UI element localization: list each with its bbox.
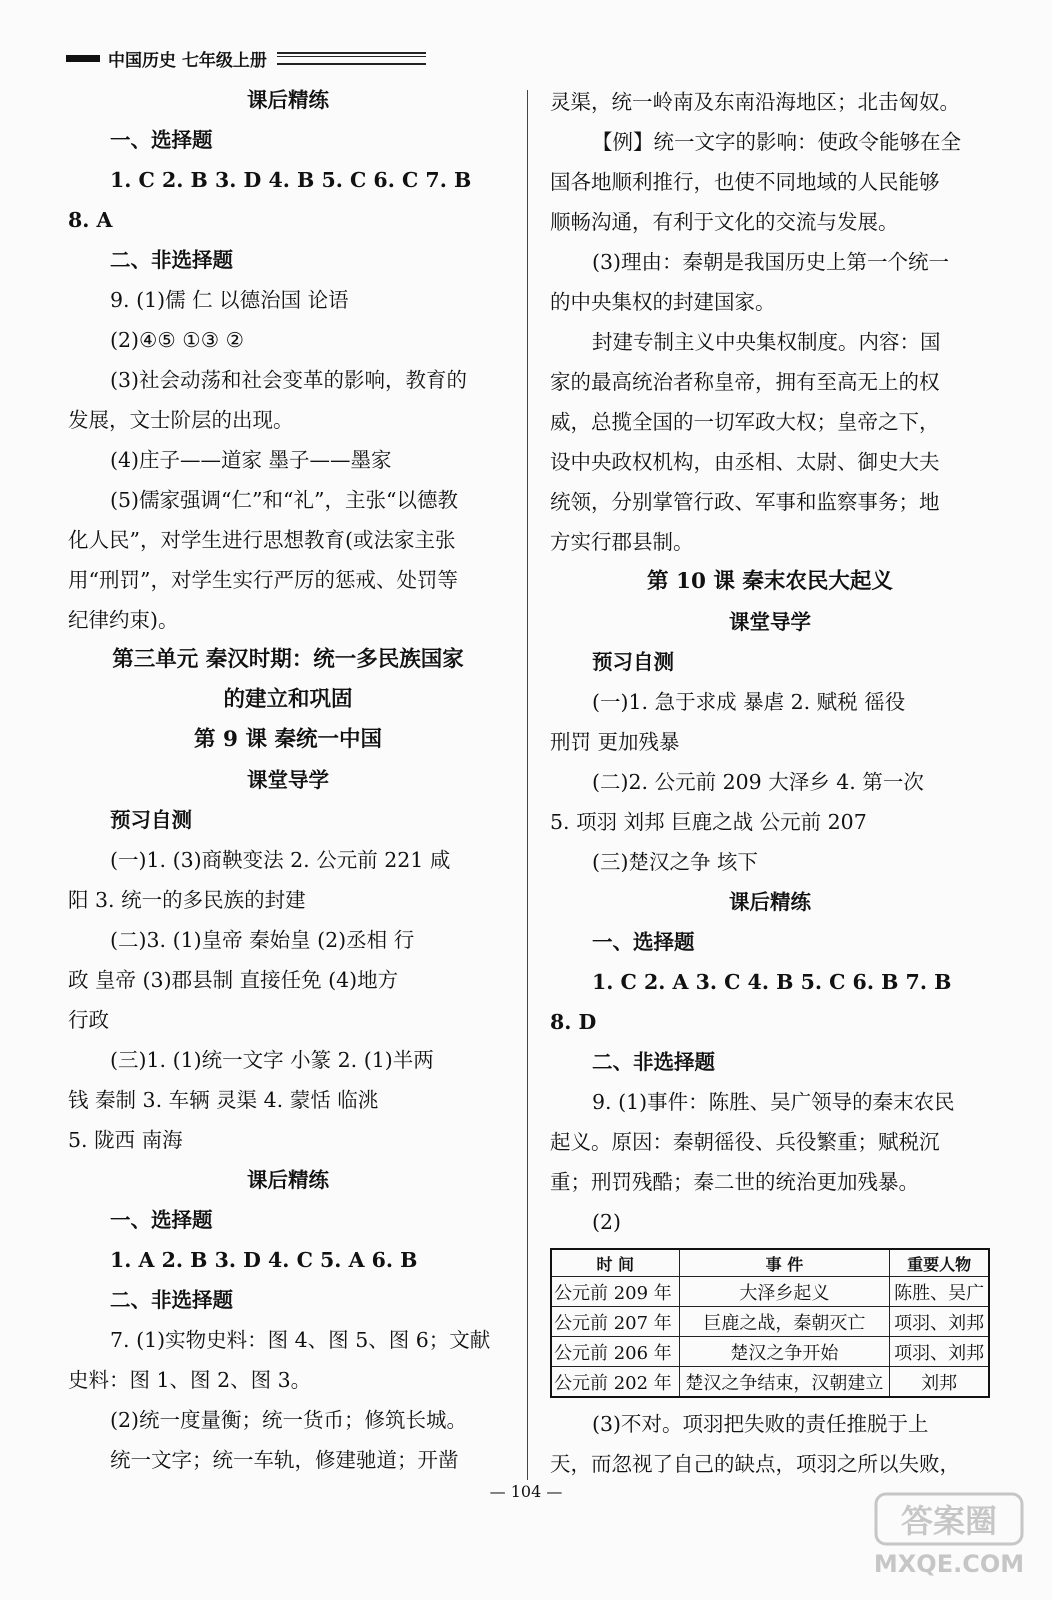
left-line: 7. (1)实物史料：图 4、图 5、图 6；文献 <box>110 1328 491 1352</box>
right_after-line: (3)不对。项羽把失败的责任推脱于上 <box>592 1412 929 1436</box>
left-line: 纪律约束)。 <box>68 608 179 632</box>
left-line: 8. A <box>68 208 113 232</box>
table-cell: 公元前 207 年 <box>551 1307 679 1337</box>
right-line: 家的最高统治者称皇帝，拥有至高无上的权 <box>550 370 940 394</box>
right-line: 一、选择题 <box>592 930 695 954</box>
left-column <box>68 80 508 1480</box>
header-rule <box>277 52 426 65</box>
right-line: 设中央政权机构，由丞相、太尉、御史大夫 <box>550 450 940 474</box>
header-bar <box>66 55 100 62</box>
right-line: 起义。原因：秦朝徭役、兵役繁重；赋税沉 <box>550 1130 940 1154</box>
left-line: 阳 3. 统一的多民族的封建 <box>68 888 306 912</box>
right-line: 课堂导学 <box>729 610 811 634</box>
right-line: (三)楚汉之争 垓下 <box>592 850 759 874</box>
right-line: 重；刑罚残酷；秦二世的统治更加残暴。 <box>550 1170 919 1194</box>
right-column <box>550 82 990 1484</box>
left-line: 课后精练 <box>247 88 329 112</box>
right-line: 国各地顺利推行，也使不同地域的人民能够 <box>550 170 940 194</box>
left-line: (三)1. (1)统一文字 小篆 2. (1)半两 <box>110 1048 434 1072</box>
right-line: 1. C 2. A 3. C 4. B 5. C 6. B 7. B <box>592 970 952 994</box>
left-line: (2)④⑤ ①③ ② <box>110 328 244 352</box>
right-line: 统领，分别掌管行政、军事和监察事务；地 <box>550 490 940 514</box>
watermark-text: 答案圈 <box>900 1502 998 1540</box>
table-cell: 项羽、刘邦 <box>890 1337 989 1367</box>
table-cell: 公元前 202 年 <box>551 1367 679 1398</box>
right-line: 的中央集权的封建国家。 <box>550 290 776 314</box>
right-line: 威，总揽全国的一切军政大权；皇帝之下， <box>550 410 940 434</box>
left-line: 第 9 课 秦统一中国 <box>194 727 382 752</box>
right-column-after-table <box>550 1404 990 1484</box>
right-line: (一)1. 急于求成 暴虐 2. 赋税 徭役 <box>592 690 906 714</box>
left-line: 行政 <box>68 1008 109 1032</box>
table-cell: 公元前 209 年 <box>551 1277 679 1307</box>
table-header-row <box>551 1249 989 1277</box>
left-line: 化人民”，对学生进行思想教育(或法家主张 <box>68 528 456 552</box>
left-line: 第三单元 秦汉时期：统一多民族国家 <box>112 647 464 672</box>
right-line: 8. D <box>550 1010 597 1034</box>
right-line: 课后精练 <box>729 890 811 914</box>
page-number: — 104 — <box>489 1482 563 1501</box>
table-cell: 项羽、刘邦 <box>890 1307 989 1337</box>
left-line: 统一文字；统一车轨，修建驰道；开凿 <box>110 1448 459 1472</box>
left-line: 史料：图 1、图 2、图 3。 <box>68 1368 312 1392</box>
right-line: 二、非选择题 <box>592 1050 715 1074</box>
page-header <box>66 44 426 72</box>
left-line: 1. C 2. B 3. D 4. B 5. C 6. C 7. B <box>110 168 472 192</box>
right-line: 顺畅沟通，有利于文化的交流与发展。 <box>550 210 899 234</box>
table-cell: 楚汉之争结束，汉朝建立 <box>679 1367 890 1398</box>
left-line: (5)儒家强调“仁”和“礼”，主张“以德教 <box>110 488 458 512</box>
table-cell: 大泽乡起义 <box>679 1277 890 1307</box>
watermark-logo <box>874 1490 1024 1580</box>
left-line: 用“刑罚”，对学生实行严厉的惩戒、处罚等 <box>68 568 458 592</box>
left-line: 钱 秦制 3. 车辆 灵渠 4. 蒙恬 临洮 <box>68 1088 379 1112</box>
left-line: (二)3. (1)皇帝 秦始皇 (2)丞相 行 <box>110 928 415 952</box>
table-row <box>551 1277 989 1307</box>
left-line: (2)统一度量衡；统一货币；修筑长城。 <box>110 1408 468 1432</box>
right-line: 【例】统一文字的影响：使政令能够在全 <box>592 130 961 154</box>
left-line: (3)社会动荡和社会变革的影响，教育的 <box>110 368 468 392</box>
right-line: 9. (1)事件：陈胜、吴广领导的秦末农民 <box>592 1090 955 1114</box>
column-divider <box>527 90 528 1480</box>
events-table <box>550 1248 990 1398</box>
left-line: (一)1. (3)商鞅变法 2. 公元前 221 咸 <box>110 848 451 872</box>
left-line: (4)庄子——道家 墨子——墨家 <box>110 448 392 472</box>
right-line: 预习自测 <box>592 650 674 674</box>
right_after-line: 天，而忽视了自己的缺点，项羽之所以失败， <box>550 1452 960 1476</box>
watermark-url: MXQE.COM <box>874 1550 1024 1578</box>
header-title: 中国历史 七年级上册 <box>108 50 267 71</box>
table-cell: 巨鹿之战，秦朝灭亡 <box>679 1307 890 1337</box>
left-line: 9. (1)儒 仁 以德治国 论语 <box>110 288 349 312</box>
table-row <box>551 1337 989 1367</box>
left-line: 二、非选择题 <box>110 1288 233 1312</box>
table-row <box>551 1367 989 1398</box>
left-line: 5. 陇西 南海 <box>68 1128 183 1152</box>
right-line: (二)2. 公元前 209 大泽乡 4. 第一次 <box>592 770 924 794</box>
table-body <box>551 1277 989 1398</box>
table-cell: 公元前 206 年 <box>551 1337 679 1367</box>
right-line: 5. 项羽 刘邦 巨鹿之战 公元前 207 <box>550 810 867 834</box>
right-line: (3)理由：秦朝是我国历史上第一个统一 <box>592 250 950 274</box>
table-header-cell: 事 件 <box>679 1249 890 1277</box>
left-line: 发展，文士阶层的出现。 <box>68 408 294 432</box>
left-line: 二、非选择题 <box>110 248 233 272</box>
left-line: 的建立和巩固 <box>223 687 353 712</box>
left-line: 政 皇帝 (3)郡县制 直接任免 (4)地方 <box>68 968 399 992</box>
table-cell: 楚汉之争开始 <box>679 1337 890 1367</box>
right-column-lines <box>550 82 990 1242</box>
right-line: 方实行郡县制。 <box>550 530 694 554</box>
right-line: (2) <box>592 1210 622 1234</box>
left-line: 课堂导学 <box>247 768 329 792</box>
table-cell: 刘邦 <box>890 1367 989 1398</box>
left-line: 预习自测 <box>110 808 192 832</box>
table-cell: 陈胜、吴广 <box>890 1277 989 1307</box>
table-header-cell: 时 间 <box>551 1249 679 1277</box>
left-line: 1. A 2. B 3. D 4. C 5. A 6. B <box>110 1248 418 1272</box>
left-line: 课后精练 <box>247 1168 329 1192</box>
right-line: 刑罚 更加残暴 <box>550 730 680 754</box>
right-line: 灵渠，统一岭南及东南沿海地区；北击匈奴。 <box>550 90 960 114</box>
table-header-cell: 重要人物 <box>890 1249 989 1277</box>
left-line: 一、选择题 <box>110 128 213 152</box>
right-line: 封建专制主义中央集权制度。内容：国 <box>592 330 941 354</box>
table-row <box>551 1307 989 1337</box>
right-line: 第 10 课 秦末农民大起义 <box>647 569 893 594</box>
left-line: 一、选择题 <box>110 1208 213 1232</box>
